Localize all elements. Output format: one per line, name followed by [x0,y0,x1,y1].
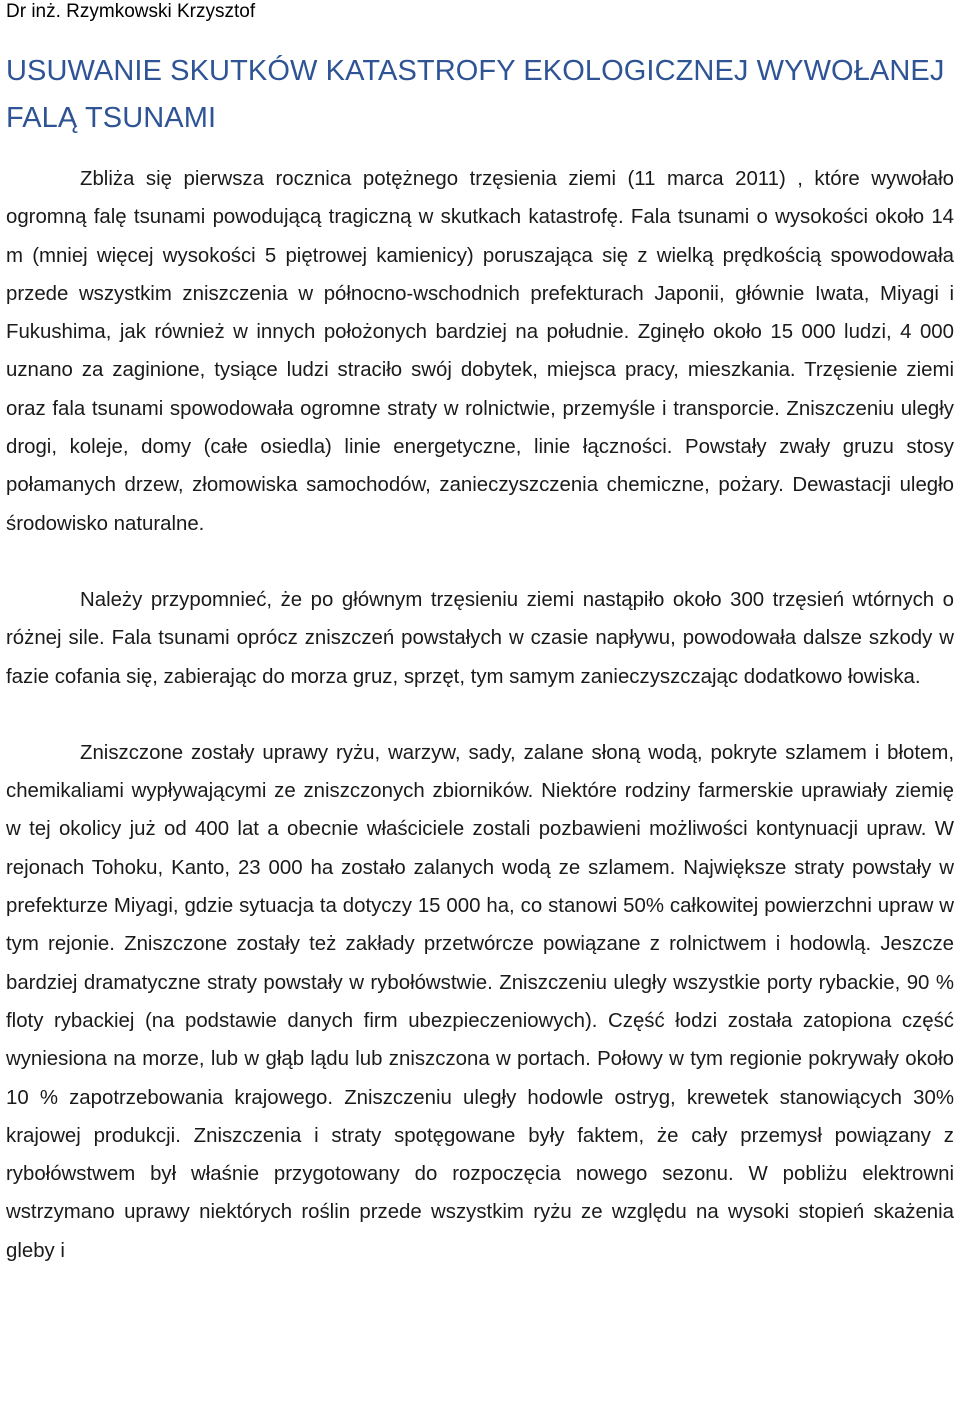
paragraph: Zniszczone zostały uprawy ryżu, warzyw, sady, zalane słoną wodą, pokryte szlamem i błotem, chemikaliami wypływającymi ze zniszczonych zbiorników. Niektóre rodziny farmerskie uprawiały ziemię w tej okolicy już od 400 lat a obecnie właściciele zostali pozbawieni możliwości kontynuacji upraw. W rejonach Tohoku, Kanto, 23 000 ha zostało zalanych wodą ze szlamem. Największe straty powstały w prefekturze Miyagi, gdzie sytuacja ta dotyczy 15 000 ha, co stanowi 50% całkowitej powierzchni upraw w tym rejonie. Zniszczone zostały też zakłady przetwórcze powiązane z rolnictwem i hodowlą. Jeszcze bardziej dramatyczne straty powstały w rybołówstwie. Zniszczeniu uległy wszystkie porty rybackie, 90 % floty rybackiej (na podstawie danych firm ubezpieczeniowych). Część łodzi została zatopiona część wyniesiona na morze, lub w głąb lądu lub zniszczona w portach. Połowy w tym regionie pokrywały około 10 % zapotrzebowania krajowego. Zniszczeniu uległy hodowle ostryg, krewetek stanowiących 30% krajowej produkcji. Zniszczenia i straty spotęgowane były faktem, że cały przemysł powiązany z rybołówstwem był właśnie przygotowany do rozpoczęcia nowego sezonu. W pobliżu elektrowni wstrzymano uprawy niektórych roślin przede wszystkim ryżu ze względu na wysoki stopień skażenia gleby i [6,741,954,1262]
paragraph: Zbliża się pierwsza rocznica potężnego trzęsienia ziemi (11 marca 2011) , które wywołało ogromną falę tsunami powodującą tragiczną w skutkach katastrofę. Fala tsunami o wysokości około 14 m (mniej więcej wysokości 5 piętrowej kamienicy) poruszająca się z wielką prędkością spowodowała przede wszystkim zniszczenia w północno-wschodnich prefekturach Japonii, głównie Iwata, Miyagi i Fukushima, jak również w innych położonych bardziej na południe. Zginęło około 15 000 ludzi, 4 000 uznano za zaginione, tysiące ludzi straciło swój dobytek, miejsca pracy, mieszkania. Trzęsienie ziemi oraz fala tsunami spowodowała ogromne straty w rolnictwie, przemyśle i transporcie. Zniszczeniu uległy drogi, koleje, domy (całe osiedla) linie energetyczne, linie łączności. Powstały zwały gruzu stosy połamanych drzew, złomowiska samochodów, zanieczyszczenia chemiczne, pożary. Dewastacji uległo środowisko naturalne. [6,168,954,535]
document-title: USUWANIE SKUTKÓW KATASTROFY EKOLOGICZNEJ WYWOŁANEJ FALĄ TSUNAMI [6,55,945,134]
author-name: Dr inż. Rzymkowski Krzysztof [6,1,256,22]
paragraph: Należy przypomnieć, że po głównym trzęsieniu ziemi nastąpiło około 300 trzęsień wtórnych o różnej sile. Fala tsunami oprócz zniszczeń powstałych w czasie napływu, powodowała dalsze szkody w fazie cofania się, zabierając do morza gruz, sprzęt, tym samym zanieczyszczając dodatkowo łowiska. [6,588,954,688]
document-body [6,160,954,1270]
